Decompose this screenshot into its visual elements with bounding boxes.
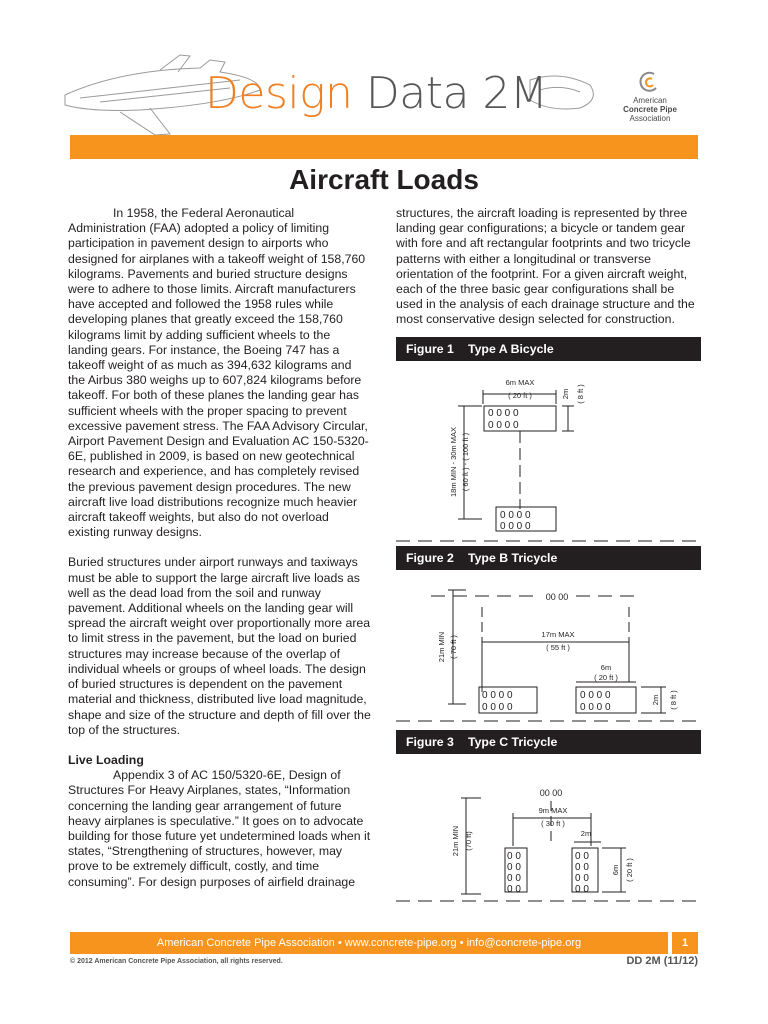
figure-3-number: Figure 3: [406, 735, 454, 749]
fig2-depth-ft-label: ( 8 ft ): [669, 690, 678, 710]
fig3-length-label: 21m MIN: [451, 825, 460, 857]
document-title: [205, 68, 548, 119]
copyright-notice: © 2012 American Concrete Pipe Association, all rights reserved.: [70, 958, 283, 965]
title-rest: Data 2M: [352, 68, 548, 119]
body-paragraph-1: In 1958, the Federal Aeronautical Administration (FAA) adopted a policy of limiting participation in pavement design to airports who designed for airplanes with a takeoff weight of 158,760 kilograms. Pavements and buried structure designs were to adhere to those limits. Aircraft manufacturers have accepted and followed the 1958 rules while developing planes that greatly exceed the 158,760 kilograms limit by adding sufficient wheels to the landing gears. For instance, the Boeing 747 has a takeoff weight of as much as 394,632 kilograms and the Airbus 380 weighs up to 607,824 kilograms before takeoff. For both of these planes the landing gear has sufficient wheels with the proper spacing to prevent excessive pavement stress. The FAA Advisory Circular, Airport Pavement Design and Evaluation AC 150-5320-6E, published in 2009, is based on new geotechnical research and experience, and has completely revised the previous pavement design procedures. The new aircraft live load distributions recognize much heavier aircraft takeoff weights, but also do not overload existing runway designs.: [68, 206, 369, 540]
fig3-track-ft-label: ( 30 ft ): [541, 819, 565, 828]
fig3-nose-gear-label: 00 00: [539, 788, 563, 798]
svg-text:0 0: 0 0: [575, 851, 589, 862]
svg-text:0 0: 0 0: [507, 862, 521, 873]
svg-text:0 0 0 0: 0 0 0 0: [482, 690, 513, 701]
figure-2-header: [396, 546, 701, 570]
fig2-width-ft-label: ( 20 ft ): [594, 673, 618, 682]
fig2-depth-label: 2m: [651, 694, 660, 706]
svg-text:0 0 0 0: 0 0 0 0: [488, 420, 519, 431]
left-column: [68, 206, 371, 890]
body-paragraph-2: Buried structures under airport runways and taxiways must be able to support the large aircraft live loads as well as the dead load from the soil and runway pavement. Additional wheels on the landing gear will spread the aircraft weight over proportionally more area to limit stress in the pavement, but the load on buried structures may increase because of the overlap of individual wheels or groups of wheel loads. The design of buried structures is dependent on the pavement material and thickness, distributed live load magnitude, shape and size of the structure and depth of fill over the top of the structures.: [68, 555, 371, 737]
fig2-length-ft-label: ( 70 ft ): [449, 635, 458, 659]
svg-text:0 0 0 0: 0 0 0 0: [500, 521, 531, 532]
figure-3-header: [396, 730, 701, 754]
figure-2-caption: Type B Tricycle: [468, 551, 558, 565]
logo-line-2: Concrete Pipe: [623, 105, 677, 114]
fig2-track-ft-label: ( 55 ft ): [546, 643, 570, 652]
fig1-width-ft-label: ( 20 ft ): [508, 391, 532, 400]
svg-text:0 0: 0 0: [507, 884, 521, 895]
svg-text:0 0: 0 0: [575, 884, 589, 895]
fig1-width-label: 6m MAX: [505, 378, 535, 387]
svg-text:0 0 0 0: 0 0 0 0: [500, 510, 531, 521]
fig3-depth-label: 6m: [611, 864, 620, 876]
footer-contact-bar: American Concrete Pipe Association • www.concrete-pipe.org • info@concrete-pipe.org: [70, 932, 668, 954]
logo-mark-icon: [639, 70, 661, 96]
fig3-length-ft-label: (70 ft): [464, 831, 473, 851]
fig3-depth-ft-label: ( 20 ft ): [625, 858, 634, 882]
title-accent: Design: [205, 68, 353, 119]
fig1-depth-ft-label: ( 8 ft ): [576, 384, 585, 404]
logo-line-3: Association: [629, 114, 671, 123]
svg-text:0 0 0 0: 0 0 0 0: [580, 690, 611, 701]
fig3-track-label: 9m MAX: [538, 806, 568, 815]
figure-1-diagram: [396, 364, 701, 544]
document-code: DD 2M (11/12): [626, 955, 698, 967]
header-accent-bar: [70, 135, 698, 159]
fig3-width-label: 2m: [580, 829, 592, 838]
figure-1-header: [396, 337, 701, 361]
figure-1-caption: Type A Bicycle: [468, 342, 554, 356]
subheading-live-loading: Live Loading: [68, 752, 144, 767]
page-number: 1: [672, 932, 698, 954]
svg-text:0 0: 0 0: [507, 851, 521, 862]
fig2-nose-gear-label: 00 00: [545, 592, 569, 602]
right-column: [396, 206, 701, 328]
fig2-width-label: 6m: [600, 663, 612, 672]
figure-1-number: Figure 1: [406, 342, 454, 356]
fig1-spacing-label: 18m MIN - 30m MAX: [449, 426, 458, 498]
fig2-length-label: 21m MIN: [437, 631, 446, 663]
figure-3-caption: Type C Tricycle: [468, 735, 558, 749]
body-paragraph-4: structures, the aircraft loading is represented by three landing gear configurations; a bicycle or tandem gear with fore and aft rectangular footprints and two tricycle patterns with either a longitudinal or transverse orientation of the footprint. For a given aircraft weight, each of the three basic gear configurations shall be used in the analysis of each drainage structure and the most conservative design selected for construction.: [396, 206, 695, 327]
fig2-track-label: 17m MAX: [541, 630, 575, 639]
svg-text:0 0 0 0: 0 0 0 0: [482, 702, 513, 713]
body-paragraph-3: Appendix 3 of AC 150/5320-6E, Design of Structures For Heavy Airplanes, states, “Information concerning the landing gear arrangement of future heavy airplanes is speculative.” It goes on to advocate building for those future yet undetermined loads when it states, “Strengthening of structures, however, may prove to be extremely difficult, costly, and time consuming”. For design purposes of airfield drainage: [68, 768, 371, 889]
acpa-logo: [610, 70, 690, 135]
figure-3-diagram: [396, 756, 701, 906]
figure-2-number: Figure 2: [406, 551, 454, 565]
figure-2-diagram: [396, 572, 701, 727]
fig1-spacing-ft-label: ( 60 ft ) - ( 100 ft ): [461, 432, 470, 492]
page-title: Aircraft Loads: [289, 164, 479, 195]
svg-text:0 0 0 0: 0 0 0 0: [488, 408, 519, 419]
svg-text:0 0: 0 0: [575, 862, 589, 873]
fig1-depth-label: 2m: [561, 388, 570, 400]
logo-line-1: American: [633, 96, 667, 105]
svg-text:0 0: 0 0: [575, 873, 589, 884]
svg-text:0 0 0 0: 0 0 0 0: [580, 702, 611, 713]
svg-text:0 0: 0 0: [507, 873, 521, 884]
